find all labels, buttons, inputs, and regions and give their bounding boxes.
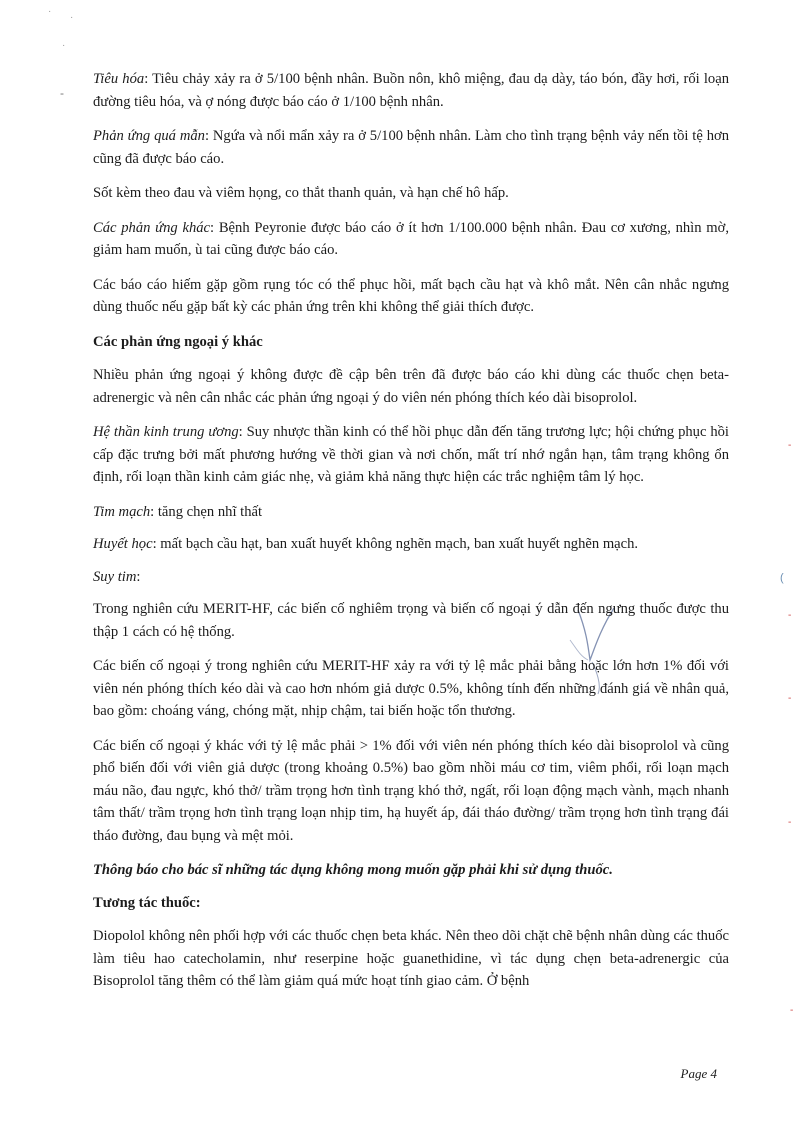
margin-dot: · (48, 6, 52, 17)
paragraph-merit-rate: Các biến cố ngoại ý trong nghiên cứu MERIT-HF xảy ra với tỷ lệ mắc phải bằng hoặc lớn hơn 1% đối với viên nén phóng thích kéo dài và cao hơn nhóm giả dược 0.5%, không tính đến những đánh giá về nhân quả, bao gồm: choáng váng, chóng mặt, nhịp chậm, tai biến hoặc tổn thương. (93, 658, 729, 719)
paragraph-text: : tăng chẹn nhĩ thất (150, 503, 263, 520)
paragraph-digestive (93, 68, 729, 113)
edge-mark: ( (780, 572, 784, 584)
heading-interactions: Tương tác thuốc: (93, 894, 201, 911)
lead-term: Suy tim (93, 568, 137, 585)
page-number: Page 4 (680, 1066, 717, 1081)
margin-dot: · (62, 40, 66, 51)
paragraph-text: : Bệnh Peyronie được báo cáo ở ít hơn 1/100.000 bệnh nhân. Đau cơ xương, nhìn mờ, giảm ham muốn, ù tai cũng được báo cáo. (93, 219, 729, 258)
paragraph-fever: Sốt kèm theo đau và viêm họng, co thắt thanh quản, và hạn chế hô hấp. (93, 185, 509, 201)
lead-term: Hệ thần kinh trung ương (93, 424, 239, 440)
paragraph-text: : Suy nhược thần kinh có thể hồi phục dẫn đến tăng trương lực; hội chứng phục hồi cấp đặc trưng bởi mất phương hướng về thời gian và nơi chốn, mất trí nhớ ngắn hạn, tâm trạng không ổn định, rối loạn thần kinh cảm giác nhẹ, và giảm khả năng thực hiện các trắc nghiệm tâm lý học. (93, 424, 729, 485)
paragraph-hematology (93, 533, 729, 556)
edge-mark: - (788, 693, 792, 704)
paragraph-many-reactions: Nhiều phản ứng ngoại ý không được đề cập bên trên đã được báo cáo khi dùng các thuốc chẹn beta-adrenergic và nên cân nhắc các phản ứng ngoại ý do viên nén phóng thích kéo dài bisoprolol. (93, 367, 729, 406)
lead-term: Tim mạch (93, 503, 151, 520)
heading-other-adverse: Các phản ứng ngoại ý khác (93, 333, 263, 350)
notice-text: Thông báo cho bác sĩ những tác dụng không mong muốn gặp phải khi sử dụng thuốc. (93, 862, 613, 878)
paragraph-rare-reports: Các báo cáo hiếm gặp gồm rụng tóc có thể phục hồi, mất bạch cầu hạt và khô mắt. Nên cân nhắc ngưng dùng thuốc nếu gặp bất kỳ các phản ứng trên khi không thể giải thích được. (93, 276, 729, 315)
paragraph-text: : Ngứa và nổi mẩn xảy ra ở 5/100 bệnh nhân. Làm cho tình trạng bệnh vảy nến tồi tệ hơn cũng đã được báo cáo. (93, 128, 730, 167)
margin-dash: - (60, 86, 64, 100)
paragraph-merit-study: Trong nghiên cứu MERIT-HF, các biến cố nghiêm trọng và biến cố ngoại ý dẫn đến ngưng thuốc được thu thập 1 cách có hệ thống. (93, 601, 729, 640)
lead-term: Huyết học (93, 536, 153, 552)
edge-mark: - (790, 1005, 794, 1016)
lead-term: Phản ứng quá mẫn (93, 128, 205, 144)
paragraph-heart-failure (93, 566, 729, 589)
lead-term: Các phản ứng khác (93, 219, 211, 236)
paragraph-interactions: Diopolol không nên phối hợp với các thuốc chẹn beta khác. Nên theo dõi chặt chẽ bệnh nhân dùng các thuốc làm tiêu hao catecholamin, như reserpine hoặc guanethidine, vì tác dụng chẹn beta-adrenergic của Bisoprolol tăng thêm có thể làm giảm quá mức hoạt tính giao cảm. Ở bệnh (93, 928, 729, 989)
paragraph-cardio (93, 501, 729, 524)
paragraph-cns (93, 421, 729, 489)
edge-mark: - (788, 440, 792, 451)
lead-term: Tiêu hóa (93, 71, 145, 87)
paragraph-other-events: Các biến cố ngoại ý khác với tỷ lệ mắc phải > 1% đối với viên nén phóng thích kéo dài bisoprolol và cũng phổ biến đối với viên giả dược (trong khoảng 0.5%) bao gồm nhồi máu cơ tim, viêm phổi, rối loạn mạch máu não, đau ngực, khó thở/ trầm trọng hơn tình trạng khó thở, ngất, rối loạn động mạch vành, mạch nhanh tâm thất/ trầm trọng hơn tình trạng loạn nhịp tim, hạ huyết áp, đái tháo đường/ trầm trọng hơn tình trạng đái tháo đường, đau bụng và mệt mỏi. (93, 737, 729, 844)
paragraph-hypersensitivity (93, 125, 729, 170)
paragraph-text: : (136, 568, 141, 585)
edge-mark: - (788, 817, 792, 828)
margin-dot: · (70, 12, 74, 23)
paragraph-text: : Tiêu chảy xảy ra ở 5/100 bệnh nhân. Buồn nôn, khô miệng, đau dạ dày, táo bón, đầy hơi, rối loạn đường tiêu hóa, và ợ nóng được báo cáo ở 1/100 bệnh nhân. (93, 71, 729, 110)
paragraph-text: : mất bạch cầu hạt, ban xuất huyết không nghẽn mạch, ban xuất huyết nghẽn mạch. (152, 536, 639, 552)
edge-mark: - (788, 610, 792, 621)
document-page (93, 68, 729, 1005)
paragraph-other-reactions (93, 217, 729, 262)
